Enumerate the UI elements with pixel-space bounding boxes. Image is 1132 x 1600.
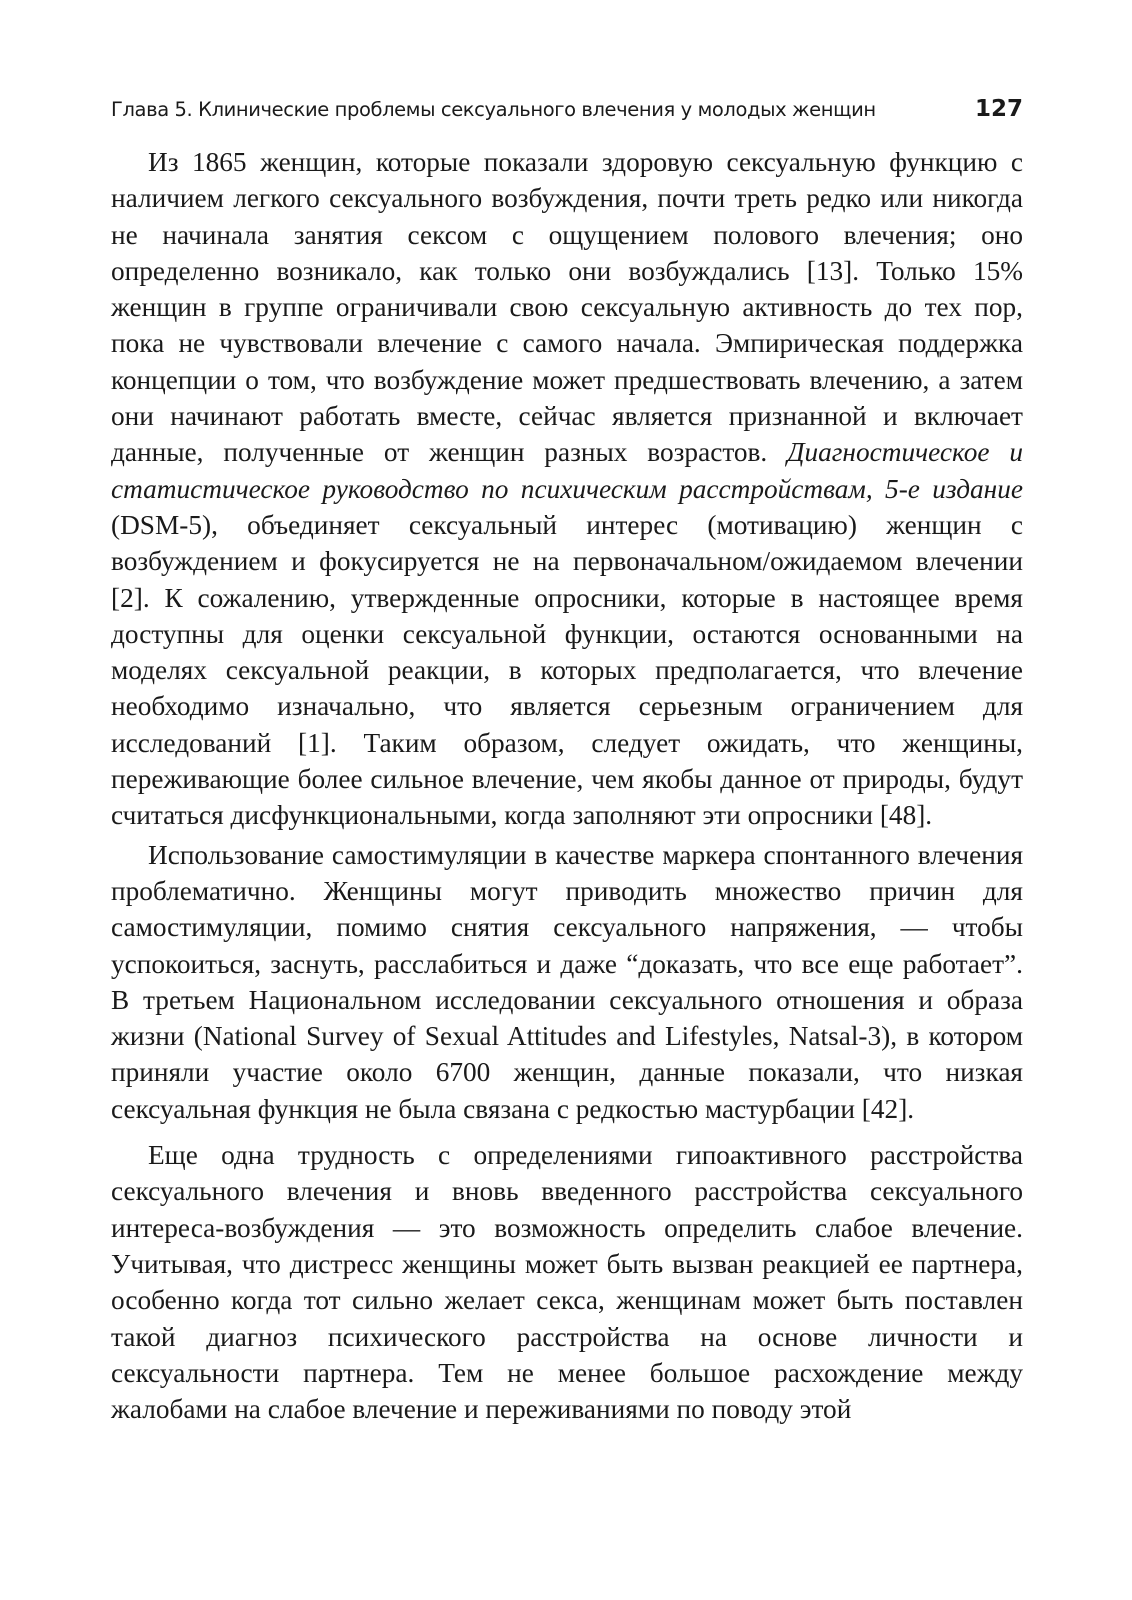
chapter-title: Глава 5. Клинические проблемы сексуального влечения у молодых женщин <box>111 98 876 121</box>
book-title-italic: Диагностическое и статистическое руководство по психическим расстройствам, 5-е издание <box>111 437 1023 504</box>
paragraph-1-text-a: Из 1865 женщин, которые показали здоровую сексуальную функцию с наличием легкого сексуального возбуждения, почти треть редко или никогда не начинала занятия сексом с ощущением полового влечения; оно определенно возникало, как только они возбуждались [13]. Только 15% женщин в группе ограничивали свою сексуальную активность до тех пор, пока не чувствовали влечение с самого начала. Эмпирическая поддержка концепции о том, что возбуждение может предшествовать влечению, а затем они начинают работать вместе, сейчас является признанной и включает данные, полученные от женщин разных возрастов. <box>111 147 1023 468</box>
paragraph-1-text-b: (DSM-5), объединяет сексуальный интерес (мотивацию) женщин с возбуждением и фокусируется не на первоначальном/ожидаемом влечении [2]. К сожалению, утвержденные опросники, которые в настоящее время доступны для оценки сексуальной функции, остаются основанными на моделях сексуальной реакции, в которых предполагается, что влечение необходимо изначально, что является серьезным ограничением для исследований [1]. Таким образом, следует ожидать, что женщины, переживающие более сильное влечение, чем якобы данное от природы, будут считаться дисфункциональными, когда заполняют эти опросники [48]. <box>111 509 1023 831</box>
paragraph-3: Еще одна трудность с определениями гипоактивного расстройства сексуального влечения и вновь введенного расстройства сексуального интереса-возбуждения — это возможность определить слабое влечение. Учитывая, что дистресс женщины может быть вызван реакцией ее партнера, особенно когда тот сильно желает секса, женщинам может быть поставлен такой диагноз психического расстройства на основе личности и сексуальности партнера. Тем не менее большое расхождение между жалобами на слабое влечение и переживаниями по поводу этой <box>111 1140 1023 1425</box>
paragraph-1 <box>111 144 1023 834</box>
book-page <box>111 96 1023 1427</box>
page-number: 127 <box>974 96 1023 122</box>
running-header <box>111 96 1023 122</box>
paragraph-2: Использование самостимуляции в качестве маркера спонтанного влечения проблематично. Женщины могут приводить множество причин для самостимуляции, помимо снятия сексуального напряжения, — чтобы успокоиться, заснуть, расслабиться и даже “доказать, что все еще работает”. В третьем Национальном исследовании сексуального отношения и образа жизни (National Survey of Sexual Attitudes and Lifestyles, Natsal-3), в котором приняли участие около 6700 женщин, данные показали, что низкая сексуальная функция не была связана с редкостью мастурбации [42]. <box>111 839 1023 1124</box>
body-text <box>111 144 1023 1427</box>
